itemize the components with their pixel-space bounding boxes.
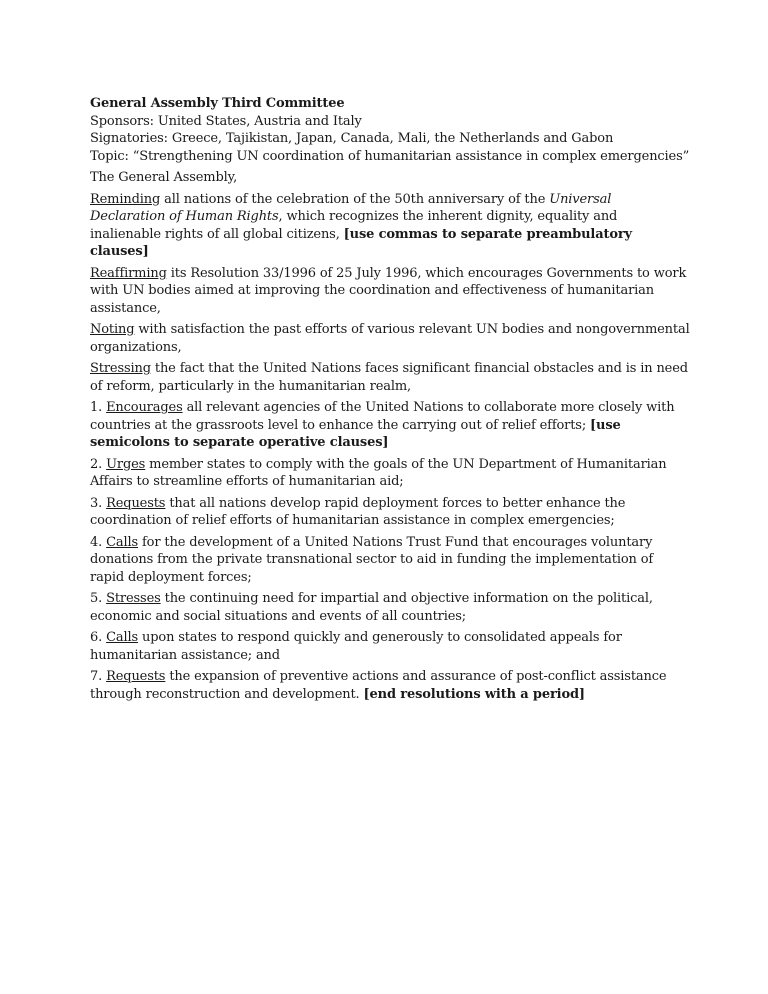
preambulatory-clause <box>90 321 690 356</box>
clause-note: [use semicolons to separate operative clauses] <box>90 417 621 450</box>
operative-clause <box>90 456 690 491</box>
clause-text: the expansion of preventive actions and assurance of post-conflict assistance through reconstruction and development. <box>90 669 667 702</box>
clause-text: that all nations develop rapid deployment forces to better enhance the coordination of relief efforts of humanitarian assistance in complex emergencies; <box>90 495 626 528</box>
clause-text: all nations of the celebration of the 50th anniversary of the <box>160 191 550 207</box>
operative-clause <box>90 668 690 703</box>
resolution-header <box>90 95 690 165</box>
clause-note: [use commas to separate preambulatory clauses] <box>90 226 632 259</box>
clause-keyword: Requests <box>106 669 166 684</box>
clause-number: 7. <box>90 669 107 684</box>
operative-clause <box>90 629 690 664</box>
clause-text: member states to comply with the goals of the UN Department of Humanitarian Affairs to streamline efforts of humanitarian aid; <box>90 456 667 489</box>
clause-number: 1. <box>90 400 107 415</box>
sponsors-line: Sponsors: United States, Austria and Italy <box>90 113 362 129</box>
resolution-body <box>90 95 690 707</box>
clause-keyword: Calls <box>106 630 139 645</box>
clause-keyword: Stresses <box>106 591 161 606</box>
preambulatory-clause <box>90 191 690 261</box>
signatories-line: Signatories: Greece, Tajikistan, Japan, Canada, Mali, the Netherlands and Gabon <box>90 131 614 146</box>
clause-text: the fact that the United Nations faces significant financial obstacles and is in need of reform, particularly in the humanitarian realm, <box>90 361 688 394</box>
preambulatory-clause <box>90 360 690 395</box>
clause-text: with satisfaction the past efforts of various relevant UN bodies and nongovernmental organizations, <box>90 322 690 355</box>
clause-keyword: Noting <box>90 322 135 337</box>
clause-text: , which recognizes the inherent dignity, equality and inalienable rights of all global citizens, <box>90 209 618 242</box>
clause-number: 6. <box>90 630 107 645</box>
operative-clause <box>90 590 690 625</box>
clause-keyword: Reminding <box>90 191 161 207</box>
preambulatory-clause <box>90 265 690 318</box>
opening-phrase: The General Assembly, <box>90 170 238 185</box>
clause-keyword: Stressing <box>90 361 151 376</box>
clause-number: 4. <box>90 534 107 550</box>
clause-keyword: Calls <box>106 534 139 550</box>
clause-note: [end resolutions with a period] <box>363 686 585 702</box>
clause-number: 2. <box>90 456 107 472</box>
topic-line: Topic: “Strengthening UN coordination of humanitarian assistance in complex emergencies” <box>90 148 690 164</box>
clause-italic-title: Universal Declaration of Human Rights <box>90 191 612 224</box>
clause-text: for the development of a United Nations Trust Fund that encourages voluntary donations from the private transnational sector to aid in funding the implementation of rapid deployment forces; <box>90 534 654 585</box>
clause-text: upon states to respond quickly and generously to consolidated appeals for humanitarian assistance; and <box>90 630 622 663</box>
committee-title: General Assembly Third Committee <box>90 96 345 111</box>
clause-text: its Resolution 33/1996 of 25 July 1996, which encourages Governments to work with UN bodies aimed at improving the coordination and effectiveness of humanitarian assistance, <box>90 265 687 316</box>
operative-clause <box>90 534 690 587</box>
clause-keyword: Requests <box>106 495 166 511</box>
clause-number: 5. <box>90 591 107 606</box>
clause-text: the continuing need for impartial and objective information on the political, economic and social situations and events of all countries; <box>90 591 653 624</box>
clause-keyword: Encourages <box>106 400 183 415</box>
clause-keyword: Urges <box>106 456 146 472</box>
clause-keyword: Reaffirming <box>90 265 167 281</box>
operative-clause <box>90 495 690 530</box>
clause-text: all relevant agencies of the United Nations to collaborate more closely with countries at the grassroots level to enhance the carrying out of relief efforts; <box>90 400 675 433</box>
operative-clause <box>90 399 690 452</box>
clause-number: 3. <box>90 495 107 511</box>
